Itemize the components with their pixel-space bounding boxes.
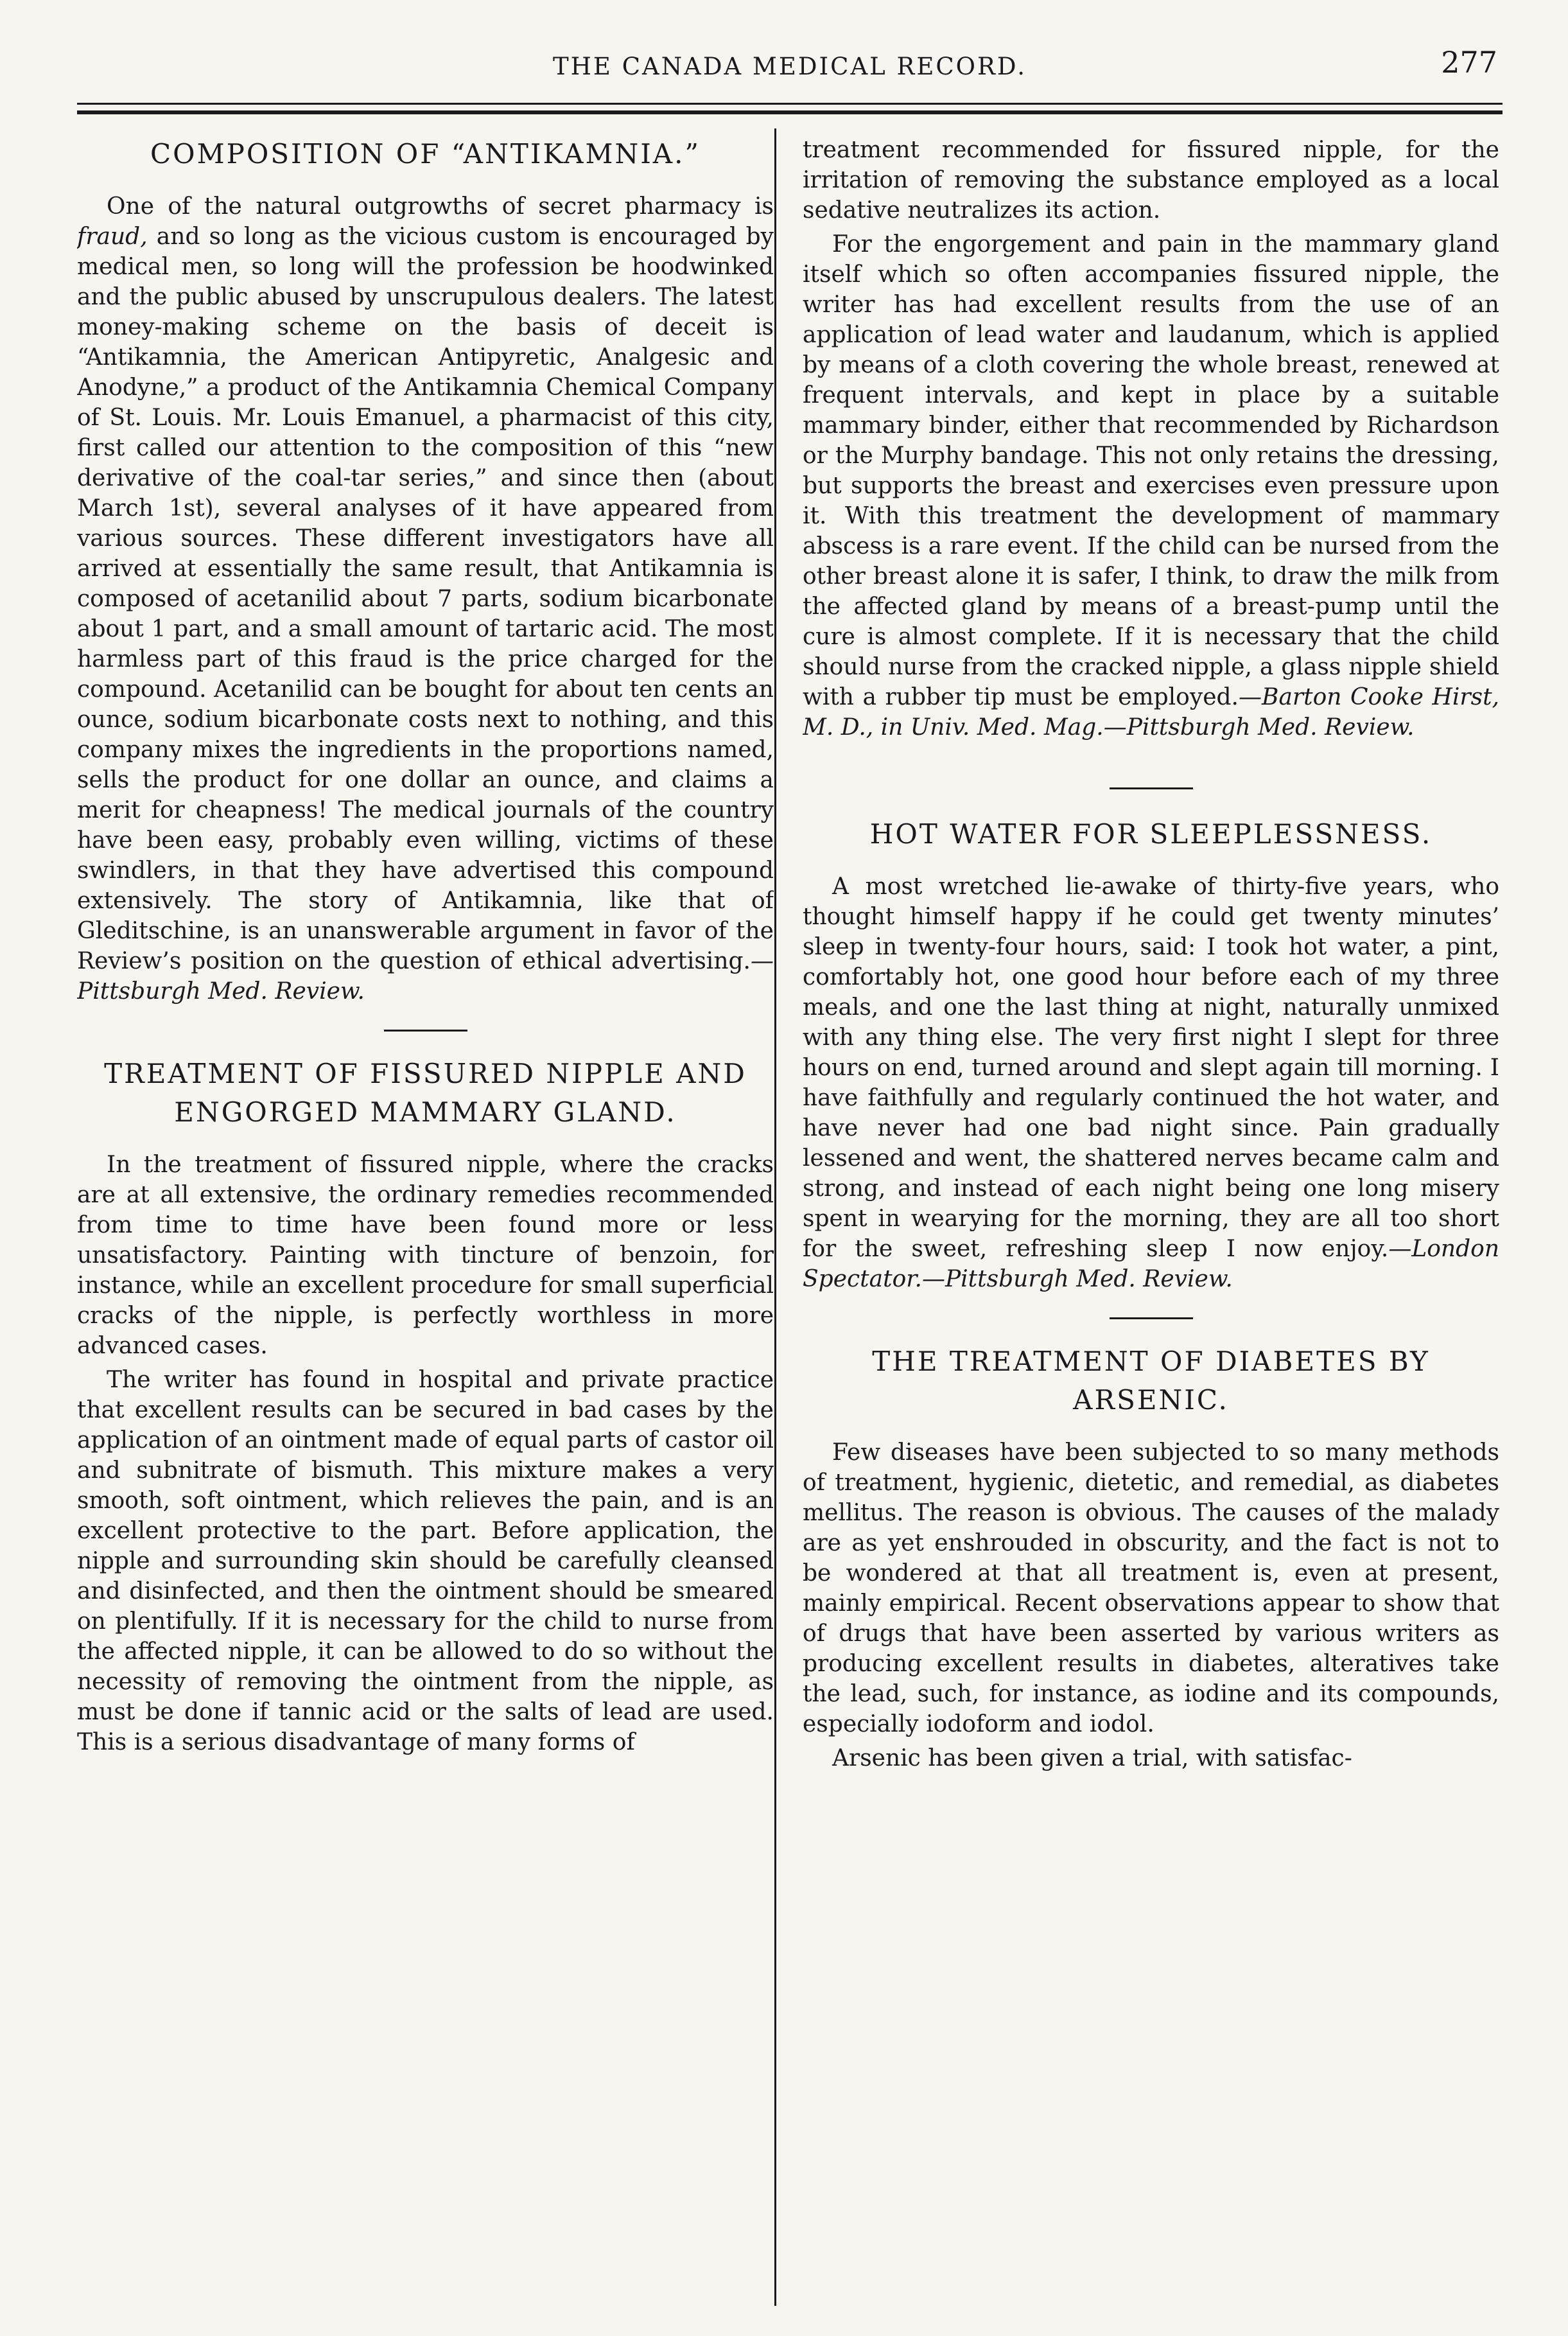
article-paragraph bbox=[803, 229, 1499, 742]
article-paragraph: Arsenic has been given a trial, with satisfac- bbox=[832, 1745, 1352, 1771]
article-heading: TREATMENT OF FISSURED NIPPLE AND ENGORGED MAMMARY GLAND. bbox=[104, 1058, 747, 1128]
article-heading: HOT WATER FOR SLEEPLESSNESS. bbox=[869, 818, 1433, 850]
article-heading: COMPOSITION OF “ANTIKAMNIA.” bbox=[150, 138, 701, 170]
paragraph-text: For the engorgement and pain in the mammary gland itself which so often accompanies fissured nipple, the writer has had excellent results from the use of an application of lead water and laudanum, which is applied by means of a cloth covering the whole breast, renewed at frequent intervals, and kept in place by a suitable mammary binder, either that recommended by Richardson or the Murphy bandage. This not only retains the dressing, but supports the breast and exercises even pressure upon it. With this treatment the development of mammary abscess is a rare event. If the child can be nursed from the other breast alone it is safer, I think, to draw the milk from the affected gland by means of a breast-pump until the cure is almost complete. If it is necessary that the child should nurse from the cracked nipple, a glass nipple shield with a rubber tip must be employed. bbox=[803, 231, 1499, 710]
header-rule-thin bbox=[77, 103, 1503, 105]
article-citation: —London Spectator.—Pittsburgh Med. Review. bbox=[803, 1236, 1499, 1292]
article-fissured-nipple bbox=[77, 1055, 774, 1757]
section-separator bbox=[384, 1030, 467, 1032]
article-antikamnia bbox=[77, 135, 774, 1006]
header-rule-thick bbox=[77, 110, 1503, 114]
article-paragraph: treatment recommended for fissured nipple, for the irritation of removing the substance employed as a local sedative neutralizes its action. bbox=[803, 137, 1499, 224]
article-citation: —Barton Cooke Hirst, M. D., in Univ. Med. Mag.—Pittsburgh Med. Review. bbox=[803, 684, 1499, 741]
column-divider bbox=[774, 128, 776, 2306]
article-paragraph: Few diseases have been subjected to so many methods of treatment, hygienic, dietetic, and remedial, as diabetes mellitus. The reason is obvious. The causes of the malady are as yet enshrouded in obscurity, and the fact is not to be wondered at that all treatment is, even at present, mainly empirical. Recent observations appear to show that of drugs that have been asserted by various writers as producing excellent results in diabetes, alteratives take the lead, such, for instance, as iodine and its compounds, especially iodoform and iodol. bbox=[803, 1439, 1499, 1737]
running-title: THE CANADA MEDICAL RECORD. bbox=[552, 53, 1027, 80]
article-paragraph bbox=[803, 872, 1499, 1294]
paragraph-text: A most wretched lie-awake of thirty-five years, who thought himself happy if he could get twenty minutes’ sleep in twenty-four hours, said: I took hot water, a pint, comfortably hot, one good hour before each of my three meals, and one the last thing at night, naturally unmixed with any thing else. The very first night I slept for three hours on end, turned around and slept again till morning. I have faithfully and regularly continued the hot water, and have never had one bad night since. Pain gradually lessened and went, the shattered nerves became calm and strong, and instead of each night being one long misery spent in wearying for the morning, they are all too short for the sweet, refreshing sleep I now enjoy. bbox=[803, 874, 1499, 1262]
page-number: 277 bbox=[1441, 45, 1497, 80]
article-hot-water bbox=[803, 815, 1499, 1294]
paragraph-text: One of the natural outgrowths of secret pharmacy is bbox=[107, 193, 774, 220]
section-separator bbox=[1110, 1317, 1193, 1319]
right-column bbox=[803, 135, 1499, 2306]
article-fissured-nipple-continued bbox=[803, 135, 1499, 742]
left-column bbox=[77, 135, 774, 2306]
section-separator bbox=[1110, 787, 1193, 789]
paragraph-text: and so long as the vicious custom is encouraged by medical men, so long will the profession be hoodwinked and the public abused by unscrupulous dealers. The latest money-making scheme on the basis of deceit is “Antikamnia, the American Antipyretic, Analgesic and Anodyne,” a product of the Antikamnia Chemical Company of St. Louis. Mr. Louis Emanuel, a pharmacist of this city, first called our attention to the composition of this “new derivative of the coal-tar series,” and since then (about March 1st), several analyses of it have appeared from various sources. These different investigators have all arrived at essentially the same result, that Antikamnia is composed of acetanilid about 7 parts, sodium bicarbonate about 1 part, and a small amount of tartaric acid. The most harmless part of this fraud is the price charged for the compound. Acetanilid can be bought for about ten cents an ounce, sodium bicarbonate costs next to nothing, and this company mixes the ingredients in the proportions named, sells the product for one dollar an ounce, and claims a merit for cheapness! The medical journals of the country have been easy, probably even willing, victims of these swindlers, in that they have advertised this compound extensively. The story of Antikamnia, like that of Gleditschine, is an unanswerable argument in favor of the Review’s position on the question of ethical advertising. bbox=[77, 224, 774, 974]
article-paragraph: In the treatment of fissured nipple, where the cracks are at all extensive, the ordinary remedies recommended from time to time have been found more or less unsatisfactory. Painting with tincture of benzoin, for instance, while an excellent procedure for small superficial cracks of the nipple, is perfectly worthless in more advanced cases. bbox=[77, 1152, 774, 1359]
article-paragraph bbox=[77, 191, 774, 1006]
article-heading: THE TREATMENT OF DIABETES BY ARSENIC. bbox=[872, 1346, 1430, 1416]
emphasis-text: fraud, bbox=[77, 224, 148, 250]
article-diabetes bbox=[803, 1342, 1499, 1773]
article-paragraph: The writer has found in hospital and private practice that excellent results can be secured in bad cases by the application of an ointment made of equal parts of castor oil and subnitrate of bismuth. This mixture makes a very smooth, soft ointment, which relieves the pain, and is an excellent protective to the part. Before application, the nipple and surrounding skin should be carefully cleansed and disinfected, and then the ointment should be smeared on plentifully. If it is necessary for the child to nurse from the affected nipple, it can be allowed to do so without the necessity of removing the ointment from the nipple, as must be done if tannic acid or the salts of lead are used. This is a serious disadvantage of many forms of bbox=[77, 1367, 774, 1755]
article-citation: —Pittsburgh Med. Review. bbox=[77, 948, 774, 1005]
page-header bbox=[77, 40, 1503, 91]
